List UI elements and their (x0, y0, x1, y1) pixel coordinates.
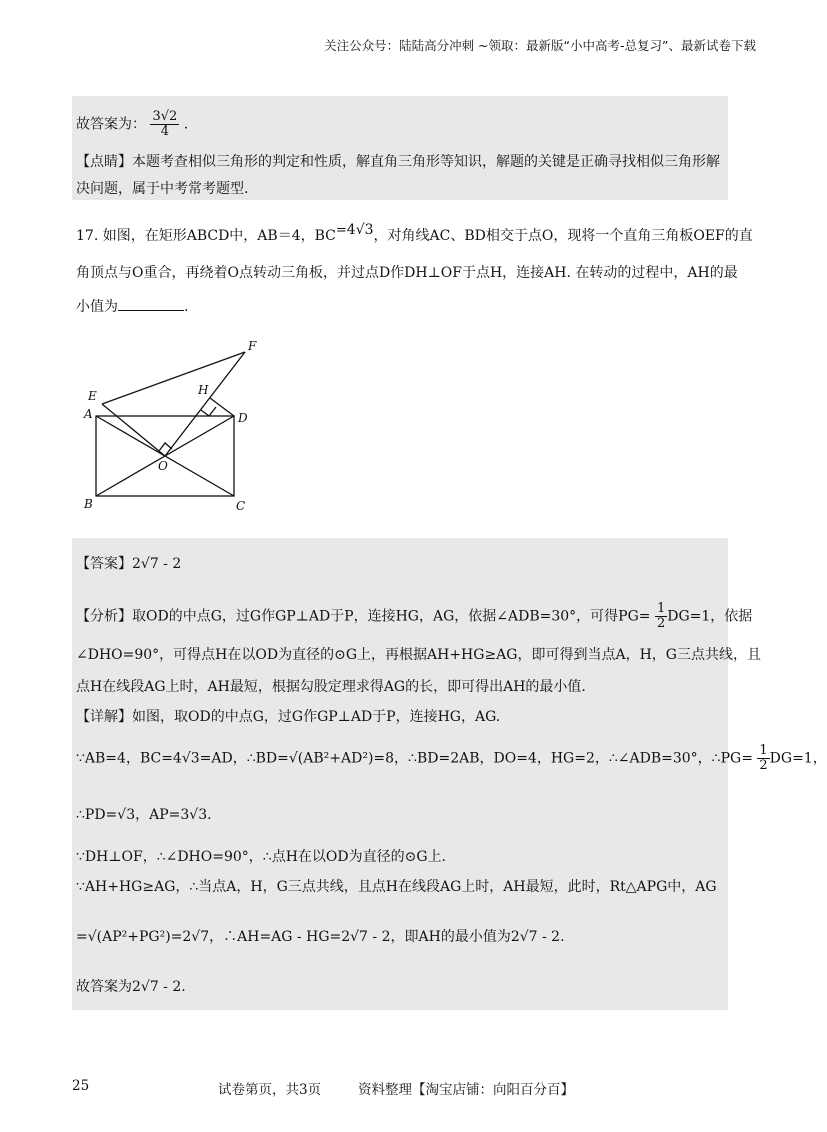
detail-line5: ∵AH+HG≥AG，∴当点A，H，G三点共线，且点H在线段AG上时，AH最短，此时，Rt△APG中，AG (76, 879, 717, 895)
question-17-line3 (76, 296, 188, 316)
prev-comment-line1: 【点睛】本题考查相似三角形的判定和性质，解直角三角形等知识，解题的关键是正确寻找相似三角形解 (76, 154, 720, 170)
geometry-figure (80, 330, 280, 520)
question-17-line1 (76, 222, 753, 245)
right-angle-h (201, 407, 216, 416)
segment-oe (102, 404, 165, 456)
label-c: C (236, 499, 246, 513)
answer-label: 【答案】 (76, 556, 132, 572)
analysis-line2: ∠DHO=90°，可得点H在以OD为直径的⊙G上，再根据AH+HG≥AG，即可得到当点A，H，G三点共线，且 (76, 647, 761, 663)
question-text-cont: ，对角线AC、BD相交于点O，现将一个直角三角板OEF的直 (373, 228, 753, 244)
analysis-text: 【分析】取OD的中点G，过G作GP⊥AD于P，连接HG，AG，依据∠ADB=30°，可得PG= (76, 608, 651, 625)
footer-center: 试卷第页，共3页 (218, 1082, 322, 1098)
analysis-text-end: DG=1，依据 (667, 608, 753, 625)
segment-of (165, 352, 245, 456)
detail-fraction (757, 744, 769, 773)
analysis-fraction-den: 2 (656, 616, 666, 631)
page-header: 关注公众号：陆陆高分冲刺 ~领取：最新版“小中高考-总复习”、最新试卷下载 (324, 38, 756, 53)
question-17-line2: 角顶点与O重合，再绕着O点转动三角板，并过点D作DH⊥OF于点H，连接AH. 在转动的过程中，AH的最 (76, 265, 738, 281)
footer-right: 资料整理【淘宝店铺：向阳百分百】 (358, 1082, 574, 1098)
bc-equals: = (335, 223, 347, 238)
label-o: O (158, 459, 168, 473)
prev-answer-prefix: 故答案为： (76, 116, 146, 133)
detail-line6: =√(AP²+PG²)=2√7，∴AH=AG - HG=2√7 - 2，即AH的最小值为2√7 - 2. (76, 929, 565, 945)
question-text-end: 小值为 (76, 299, 118, 315)
prev-answer-fraction (150, 110, 179, 139)
detail-line4: ∵DH⊥OF，∴∠DHO=90°，∴点H在以OD为直径的⊙G上. (76, 849, 446, 865)
detail-text: ∵AB=4，BC=4√3=AD，∴BD=√(AB²+AD²)=8，∴BD=2AB，DO=4，HG=2，∴∠ADB=30°，∴PG= (76, 750, 753, 767)
page-number: 25 (72, 1078, 90, 1094)
detail-line3: ∴PD=√3，AP=3√3. (76, 807, 212, 823)
detail-line7: 故答案为2√7 - 2. (76, 979, 186, 995)
analysis-line3: 点H在线段AG上时，AH最短，根据勾股定理求得AG的长，即可得出AH的最小值. (76, 679, 586, 695)
segment-dh (210, 398, 234, 416)
prev-answer-denominator: 4 (160, 124, 169, 139)
analysis-fraction-num: 1 (656, 601, 666, 616)
detail-fraction-den: 2 (759, 758, 768, 773)
prev-answer-suffix: . (183, 116, 189, 133)
analysis-line1 (76, 602, 752, 631)
prev-answer-numerator: 3√2 (152, 109, 178, 124)
analysis-fraction (655, 602, 667, 631)
detail-fraction-num: 1 (759, 743, 768, 758)
label-d: D (238, 411, 248, 425)
label-e: E (88, 389, 97, 403)
bc-value: 4√3 (346, 222, 374, 238)
question-text: 17. 如图，在矩形ABCD中，AB＝4，BC (76, 228, 336, 244)
detail-text-end: DG=1， (769, 750, 827, 767)
detail-line1: 【详解】如图，取OD的中点G，过G作GP⊥AD于P，连接HG，AG. (76, 709, 501, 725)
question-period: . (184, 299, 189, 315)
detail-line2 (76, 744, 827, 773)
answer-line (76, 553, 181, 573)
answer-value: 2√7 - 2 (132, 556, 182, 572)
answer-blank (118, 298, 184, 311)
label-h: H (198, 383, 209, 397)
label-b: B (84, 497, 93, 511)
label-f: F (248, 339, 257, 353)
prev-answer-line (76, 110, 188, 139)
segment-ef (102, 352, 245, 404)
prev-comment-line2: 决问题，属于中考常考题型. (76, 181, 249, 197)
label-a: A (84, 407, 93, 421)
